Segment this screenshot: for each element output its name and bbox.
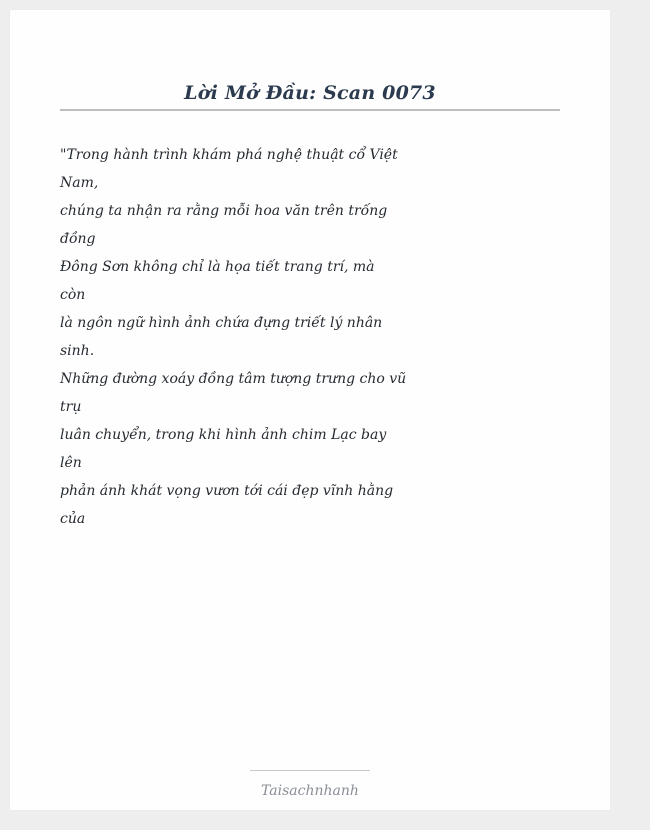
text-line: đồng	[60, 231, 96, 247]
footer-watermark: Taisachnhanh	[261, 783, 359, 799]
text-line: Những đường xoáy đồng tâm tượng trưng cho vũ	[60, 371, 407, 387]
text-line: sinh.	[60, 343, 95, 359]
body-text	[60, 141, 407, 533]
text-line: chúng ta nhận ra rằng mỗi hoa văn trên trống	[60, 203, 388, 219]
text-line: là ngôn ngữ hình ảnh chứa đựng triết lý nhân	[60, 315, 383, 331]
footer-divider	[250, 770, 370, 771]
title-divider	[60, 109, 560, 111]
text-line: còn	[60, 287, 86, 303]
text-line: phản ánh khát vọng vươn tới cái đẹp vĩnh hằng	[60, 483, 394, 499]
text-line: Nam,	[60, 175, 99, 191]
text-line: "Trong hành trình khám phá nghệ thuật cổ Việt	[60, 147, 398, 163]
text-line: luân chuyển, trong khi hình ảnh chim Lạc bay	[60, 427, 387, 443]
page-title: Lời Mở Đầu: Scan 0073	[184, 82, 436, 104]
text-line: trụ	[60, 399, 82, 415]
text-line: Đông Sơn không chỉ là họa tiết trang trí, mà	[60, 259, 375, 275]
document-page	[10, 10, 610, 810]
text-line: của	[60, 511, 86, 527]
text-line: lên	[60, 455, 82, 471]
